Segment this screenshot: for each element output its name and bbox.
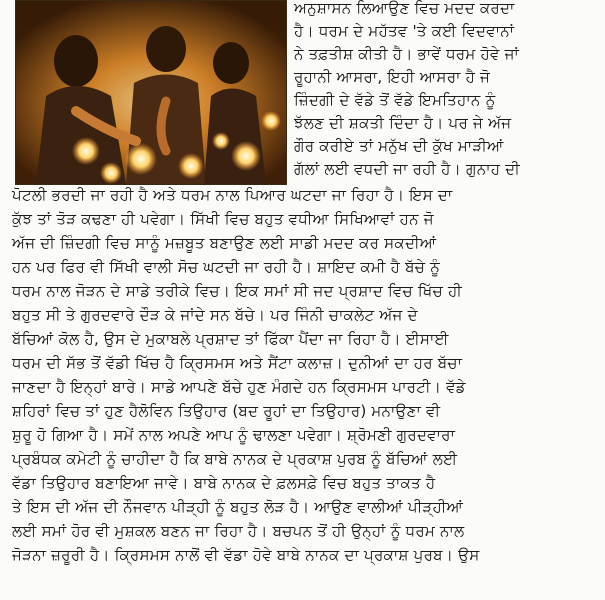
text-line: ਕੁੱਝ ਤਾਂ ਤੋੜ ਕਢਣਾ ਹੀ ਪਵੇਗਾ। ਸਿੱਖੀ ਵਿਚ ਬਹੁਤ ਵਧੀਆ ਸਿਖਿਆਵਾਂ ਹਨ ਜੋ (12, 210, 434, 228)
text-line: ਹਨ ਪਰ ਫਿਰ ਵੀ ਸਿੱਖੀ ਵਾਲੀ ਸੋਚ ਘਟਦੀ ਜਾ ਰਹੀ ਹੈ। ਸ਼ਾਇਦ ਕਮੀ ਹੈ ਬੱਚੇ ਨੂੰ (12, 258, 441, 276)
text-line: ਲਈ ਸਮਾਂ ਹੋਰ ਵੀ ਮੁਸ਼ਕਲ ਬਣਨ ਜਾ ਰਿਹਾ ਹੈ। ਬਚਪਨ ਤੋਂ ਹੀ ਉਨ੍ਹਾਂ ਨੂੰ ਧਰਮ ਨਾਲ (12, 522, 465, 540)
text-line: ਝੱਲਣ ਦੀ ਸ਼ਕਤੀ ਦਿੰਦਾ ਹੈ। ਪਰ ਜੇ ਅੱਜ (294, 114, 512, 132)
text-line: ਬੱਚਿਆਂ ਕੋਲ ਹੈ, ਉਸ ਦੇ ਮੁਕਾਬਲੇ ਪ੍ਰਸ਼ਾਦ ਤਾਂ ਫਿੱਕਾ ਪੈਂਦਾ ਜਾ ਰਿਹਾ ਹੈ। ਈਸਾਈ (12, 330, 449, 348)
text-line: ਜ਼ਿੰਦਗੀ ਦੇ ਵੱਡੇ ਤੋਂ ਵੱਡੇ ਇਮਤਿਹਾਨ ਨੂੰ (294, 91, 496, 109)
text-line: ਸ਼ਹਿਰਾਂ ਵਿਚ ਤਾਂ ਹੁਣ ਹੈਲੋਵਿਨ ਤਿਉਹਾਰ (ਬਦ ਰੂਹਾਂ ਦਾ ਤਿਉਹਾਰ) ਮਨਾਉਣਾ ਵੀ (12, 402, 441, 420)
text-line: ਧਰਮ ਨਾਲ ਜੋੜਨ ਦੇ ਸਾਡੇ ਤਰੀਕੇ ਵਿਚ। ਇਕ ਸਮਾਂ ਸੀ ਜਦ ਪ੍ਰਸ਼ਾਦ ਵਿਚ ਖਿੱਚ ਹੀ (12, 282, 462, 300)
text-line: ਧਰਮ ਦੀ ਸੱਭ ਤੋਂ ਵੱਡੀ ਖਿੱਚ ਹੈ ਕ੍ਰਿਸਮਸ ਅਤੇ ਸੈਂਟਾ ਕਲਾਜ਼। ਦੁਨੀਆਂ ਦਾ ਹਰ ਬੱਚਾ (12, 354, 463, 372)
text-line: ਸ਼ੁਰੂ ਹੋ ਗਿਆ ਹੈ। ਸਮੇਂ ਨਾਲ ਅਪਣੇ ਆਪ ਨੂੰ ਢਾਲਣਾ ਪਵੇਗਾ। ਸ਼੍ਰੋਮਣੀ ਗੁਰਦਵਾਰਾ (12, 426, 456, 444)
text-line: ਵੱਡਾ ਤਿਉਹਾਰ ਬਣਾਇਆ ਜਾਵੇ। ਬਾਬੇ ਨਾਨਕ ਦੇ ਫ਼ਲਸਫ਼ੇ ਵਿਚ ਬਹੁਤ ਤਾਕਤ ਹੈ (12, 474, 436, 492)
text-line: ਹੈ। ਧਰਮ ਦੇ ਮਹੱਤਵ 'ਤੇ ਕਈ ਵਿਦਵਾਨਾਂ (294, 22, 515, 40)
candle-photo-image (16, 1, 286, 184)
text-line: ਜਾਣਦਾ ਹੈ ਇਨ੍ਹਾਂ ਬਾਰੇ। ਸਾਡੇ ਆਪਣੇ ਬੱਚੇ ਹੁਣ ਮੰਗਦੇ ਹਨ ਕ੍ਰਿਸਮਸ ਪਾਰਟੀ। ਵੱਡੇ (12, 378, 466, 396)
text-line: ਗੌਰ ਕਰੀਏ ਤਾਂ ਮਨੁੱਖ ਦੀ ਕੁੱਖ ਮਾੜੀਆਂ (294, 137, 504, 155)
text-line: ਅੱਜ ਦੀ ਜ਼ਿੰਦਗੀ ਵਿਚ ਸਾਨੂੰ ਮਜ਼ਬੂਤ ਬਣਾਉਣ ਲਈ ਸਾਡੀ ਮਦਦ ਕਰ ਸਕਦੀਆਂ (12, 234, 437, 252)
article-photo-children-lighting-candles (15, 0, 287, 185)
text-line: ਪ੍ਰਬੰਧਕ ਕਮੇਟੀ ਨੂੰ ਚਾਹੀਦਾ ਹੈ ਕਿ ਬਾਬੇ ਨਾਨਕ ਦੇ ਪ੍ਰਕਾਸ਼ ਪੁਰਬ ਨੂੰ ਬੱਚਿਆਂ ਲਈ (12, 450, 458, 468)
text-line: ਜੋੜਨਾ ਜ਼ਰੂਰੀ ਹੈ। ਕ੍ਰਿਸਮਸ ਨਾਲੋਂ ਵੀ ਵੱਡਾ ਹੋਵੇ ਬਾਬੇ ਨਾਨਕ ਦਾ ਪ੍ਰਕਾਸ਼ ਪੁਰਬ। ਉਸ (12, 546, 480, 564)
text-line: ਨੇ ਤਫ਼ਤੀਸ਼ ਕੀਤੀ ਹੈ। ਭਾਵੇਂ ਧਰਮ ਹੋਵੇ ਜਾਂ (294, 45, 519, 63)
text-line: ਗੱਲਾਂ ਲਈ ਵਧਦੀ ਜਾ ਰਹੀ ਹੈ। ਗੁਨਾਹ ਦੀ (294, 160, 520, 178)
text-line: ਰੂਹਾਨੀ ਆਸਰਾ, ਇਹੀ ਆਸਰਾ ਹੈ ਜੋ (294, 68, 491, 86)
text-line: ਬਹੁਤ ਸੀ ਤੇ ਗੁਰਦਵਾਰੇ ਦੌੜ ਕੇ ਜਾਂਦੇ ਸਨ ਬੱਚੇ। ਪਰ ਜਿੰਨੀ ਚਾਕਲੇਟ ਅੱਜ ਦੇ (12, 306, 418, 324)
text-line: ਪੋਟਲੀ ਭਰਦੀ ਜਾ ਰਹੀ ਹੈ ਅਤੇ ਧਰਮ ਨਾਲ ਪਿਆਰ ਘਟਦਾ ਜਾ ਰਿਹਾ ਹੈ। ਇਸ ਦਾ (12, 186, 453, 204)
text-line: ਤੇ ਇਸ ਦੀ ਅੱਜ ਦੀ ਨੌਜਵਾਨ ਪੀੜ੍ਹੀ ਨੂੰ ਬਹੁਤ ਲੋੜ ਹੈ। ਆਉਣ ਵਾਲੀਆਂ ਪੀੜ੍ਹੀਆਂ (12, 498, 464, 516)
text-line: ਅਨੁਸ਼ਾਸਨ ਲਿਆਉਣ ਵਿਚ ਮਦਦ ਕਰਦਾ (294, 0, 515, 17)
